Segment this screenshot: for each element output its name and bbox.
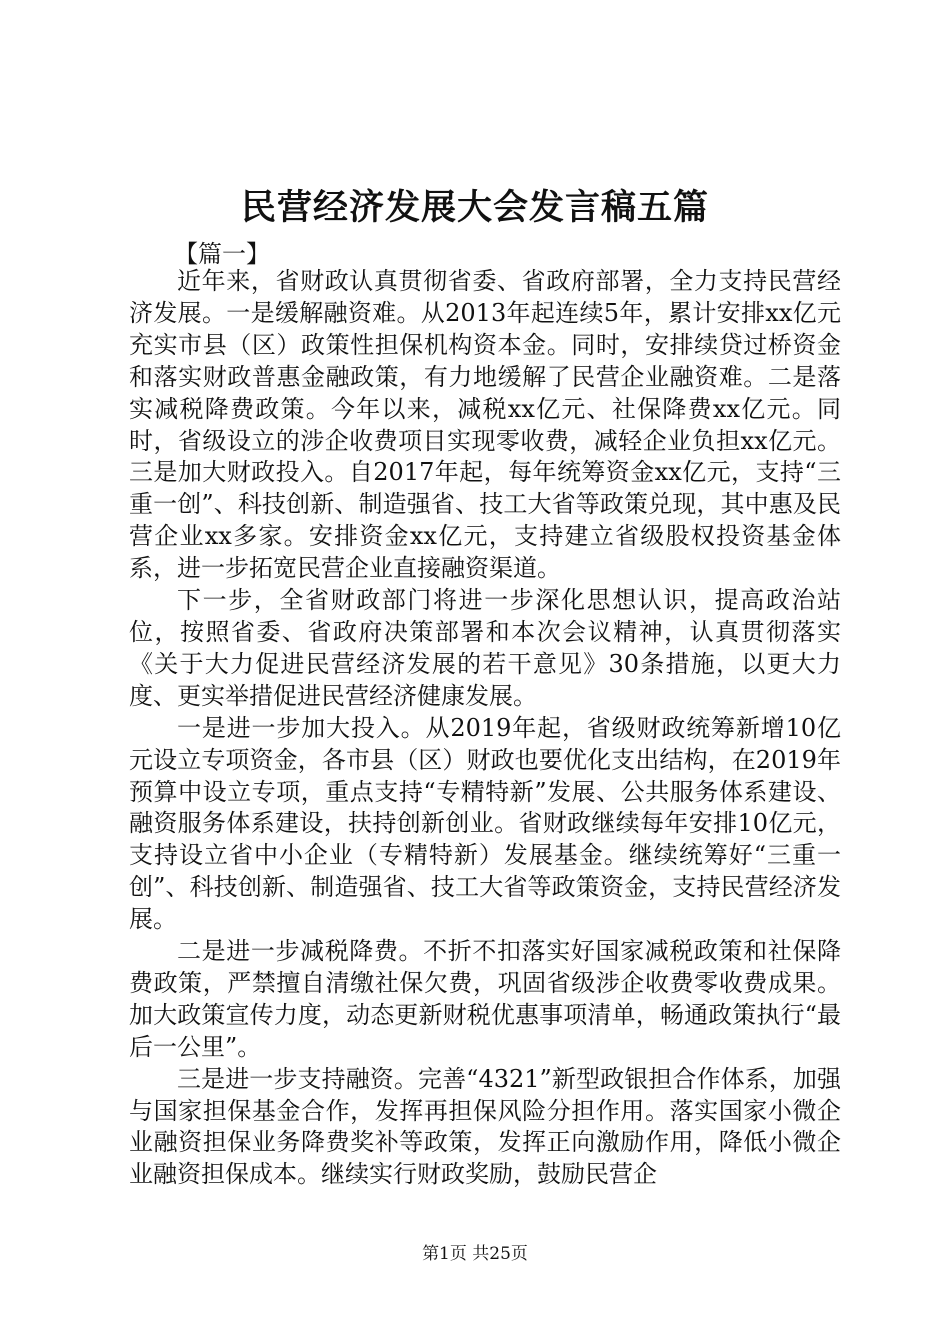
document-body <box>129 266 841 1191</box>
paragraph: 近年来，省财政认真贯彻省委、省政府部署，全力支持民营经济发展。一是缓解融资难。从2013年起连续5年，累计安排xx亿元充实市县（区）政策性担保机构资本金。同时，安排续贷过桥资金和落实财政普惠金融政策，有力地缓解了民营企业融资难。二是落实减税降费政策。今年以来，减税xx亿元、社保降费xx亿元。同时，省级设立的涉企收费项目实现零收费，减轻企业负担xx亿元。三是加大财政投入。自2017年起，每年统筹资金xx亿元，支持“三重一创”、科技创新、制造强省、技工大省等政策兑现，其中惠及民营企业xx多家。安排资金xx亿元，支持建立省级股权投资基金体系，进一步拓宽民营企业直接融资渠道。 <box>129 267 841 583</box>
paragraph: 一是进一步加大投入。从2019年起，省级财政统筹新增10亿元设立专项资金，各市县（区）财政也要优化支出结构，在2019年预算中设立专项，重点支持“专精特新”发展、公共服务体系建设、融资服务体系建设，扶持创新创业。省财政继续每年安排10亿元，支持设立省中小企业（专精特新）发展基金。继续统筹好“三重一创”、科技创新、制造强省、技工大省等政策资金，支持民营经济发展。 <box>129 713 841 934</box>
page-footer: 第1页 共25页 <box>422 1244 528 1264</box>
paragraph: 二是进一步减税降费。不折不扣落实好国家减税政策和社保降费政策，严禁擅自清缴社保欠费，巩固省级涉企收费零收费成果。加大政策宣传力度，动态更新财税优惠事项清单，畅通政策执行“最后一公里”。 <box>129 937 841 1061</box>
paragraph: 三是进一步支持融资。完善“4321”新型政银担合作体系，加强与国家担保基金合作，发挥再担保风险分担作用。落实国家小微企业融资担保业务降费奖补等政策，发挥正向激励作用，降低小微企业融资担保成本。继续实行财政奖励，鼓励民营企 <box>129 1064 841 1189</box>
paragraph: 下一步，全省财政部门将进一步深化思想认识，提高政治站位，按照省委、省政府决策部署和本次会议精神，认真贯彻落实《关于大力促进民营经济发展的若干意见》30条措施，以更大力度、更实举措促进民营经济健康发展。 <box>129 586 841 710</box>
section-label: 【篇一】 <box>174 240 270 268</box>
document-title: 民营经济发展大会发言稿五篇 <box>240 187 709 228</box>
